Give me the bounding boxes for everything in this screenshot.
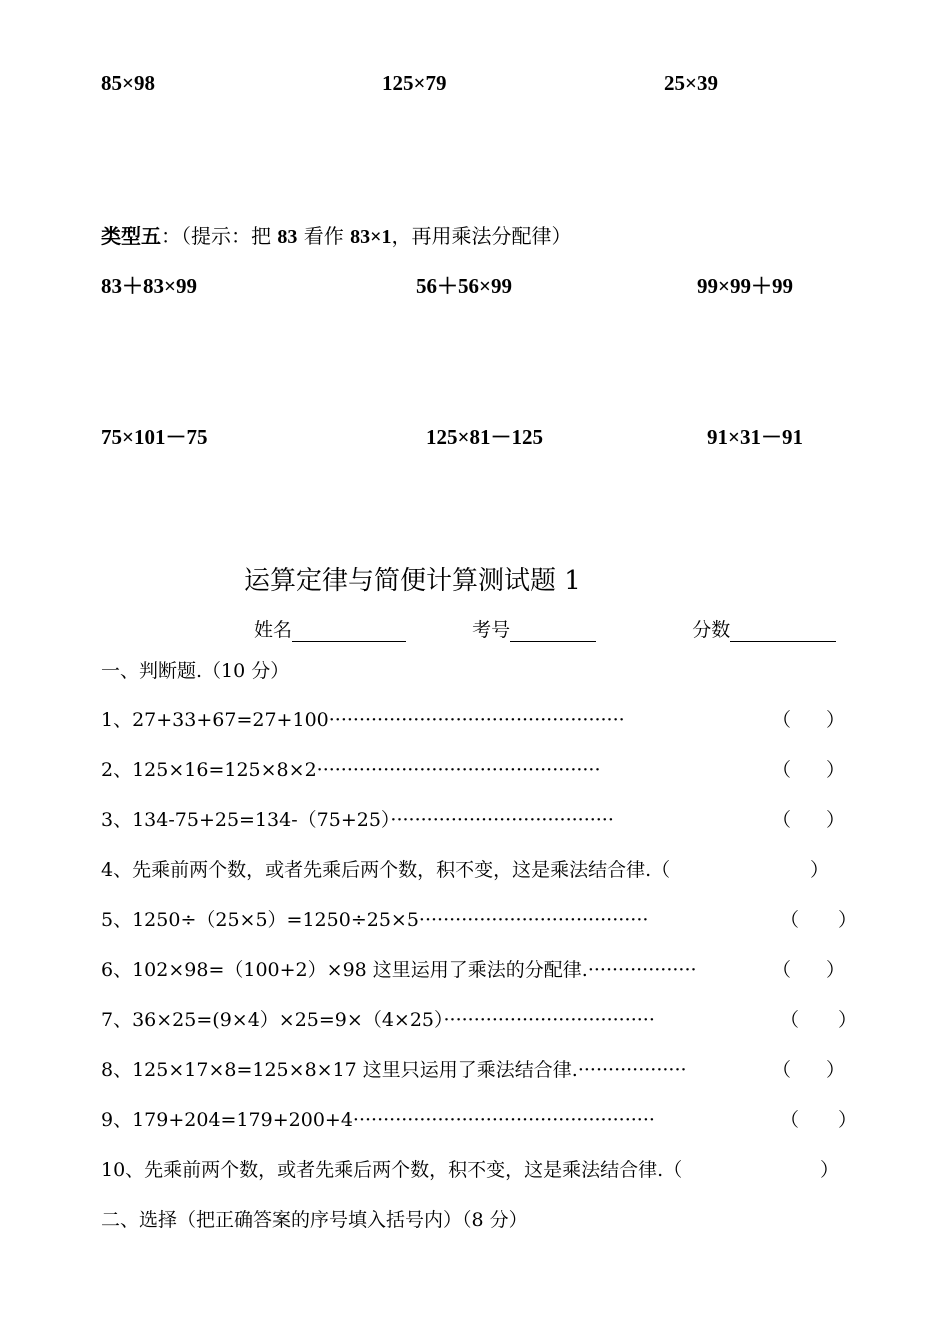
type5-label: 类型五 bbox=[101, 226, 161, 248]
question-10: 10、先乘前两个数，或者先乘后两个数，积不变，这是乘法结合律.（ bbox=[101, 1159, 683, 1181]
expression-1: 85×98 bbox=[101, 71, 155, 95]
answer-paren-close-1: ） bbox=[826, 709, 846, 731]
question-6: 6、102×98=（100+2）×98 这里运用了乘法的分配律.·················· bbox=[101, 959, 697, 981]
type5-hint-mid: 看作 bbox=[297, 224, 351, 248]
expression-9: 91×31－91 bbox=[707, 425, 803, 449]
section-1-heading: 一、判断题.（10 分） bbox=[101, 660, 290, 682]
question-2: 2、125×16=125×8×2··············································· bbox=[101, 759, 601, 781]
id-blank[interactable] bbox=[510, 621, 596, 642]
expression-2: 125×79 bbox=[382, 71, 447, 95]
answer-paren-close-2: ） bbox=[826, 759, 846, 781]
score-blank[interactable] bbox=[730, 621, 836, 642]
type5-hint-after: ，再用乘法分配律） bbox=[391, 224, 572, 248]
answer-paren-close-3: ） bbox=[826, 809, 846, 831]
name-label: 姓名 bbox=[254, 619, 293, 641]
question-8: 8、125×17×8=125×8×17 这里只运用了乘法结合律.·················· bbox=[101, 1059, 687, 1081]
type5-hint-before: ：（提示：把 bbox=[161, 224, 278, 248]
expression-4: 83＋83×99 bbox=[101, 274, 197, 298]
answer-paren-open-1[interactable]: （ bbox=[772, 709, 792, 731]
answer-paren-open-5[interactable]: （ bbox=[780, 909, 800, 931]
answer-paren-close-6: ） bbox=[826, 959, 846, 981]
answer-paren-open-9[interactable]: （ bbox=[780, 1109, 800, 1131]
answer-paren-close-4: ） bbox=[810, 859, 830, 881]
question-1: 1、27+33+67=27+100················································· bbox=[101, 709, 625, 731]
answer-paren-close-5: ） bbox=[838, 909, 858, 931]
answer-paren-close-8: ） bbox=[826, 1059, 846, 1081]
expression-3: 25×39 bbox=[664, 71, 718, 95]
question-9: 9、179+204=179+200+4·················································· bbox=[101, 1109, 655, 1131]
expression-7: 75×101－75 bbox=[101, 425, 208, 449]
type5-hint-num2: 83×1 bbox=[350, 226, 392, 248]
answer-paren-open-6[interactable]: （ bbox=[772, 959, 792, 981]
question-4: 4、先乘前两个数，或者先乘后两个数，积不变，这是乘法结合律.（ bbox=[101, 859, 671, 881]
question-7: 7、36×25=(9×4）×25=9×（4×25）··································· bbox=[101, 1009, 655, 1031]
expression-8: 125×81－125 bbox=[426, 425, 543, 449]
section-2-heading: 二、选择（把正确答案的序号填入括号内）（8 分） bbox=[101, 1209, 528, 1231]
answer-paren-close-10: ） bbox=[820, 1159, 840, 1181]
answer-paren-open-2[interactable]: （ bbox=[772, 759, 792, 781]
id-label: 考号 bbox=[472, 619, 511, 641]
name-blank[interactable] bbox=[292, 621, 406, 642]
answer-paren-close-9: ） bbox=[838, 1109, 858, 1131]
expression-5: 56＋56×99 bbox=[416, 274, 512, 298]
expression-6: 99×99＋99 bbox=[697, 274, 793, 298]
answer-paren-close-7: ） bbox=[838, 1009, 858, 1031]
type5-hint-num1: 83 bbox=[277, 226, 298, 248]
question-5: 5、1250÷（25×5）=1250÷25×5······································ bbox=[101, 909, 649, 931]
page-title: 运算定律与简便计算测试题 1 bbox=[244, 566, 581, 596]
question-3: 3、134-75+25=134-（75+25）····································· bbox=[101, 809, 614, 831]
info-line bbox=[254, 615, 836, 642]
type5-heading bbox=[101, 220, 571, 249]
answer-paren-open-8[interactable]: （ bbox=[772, 1059, 792, 1081]
answer-paren-open-3[interactable]: （ bbox=[772, 809, 792, 831]
score-label: 分数 bbox=[692, 619, 731, 641]
answer-paren-open-7[interactable]: （ bbox=[780, 1009, 800, 1031]
